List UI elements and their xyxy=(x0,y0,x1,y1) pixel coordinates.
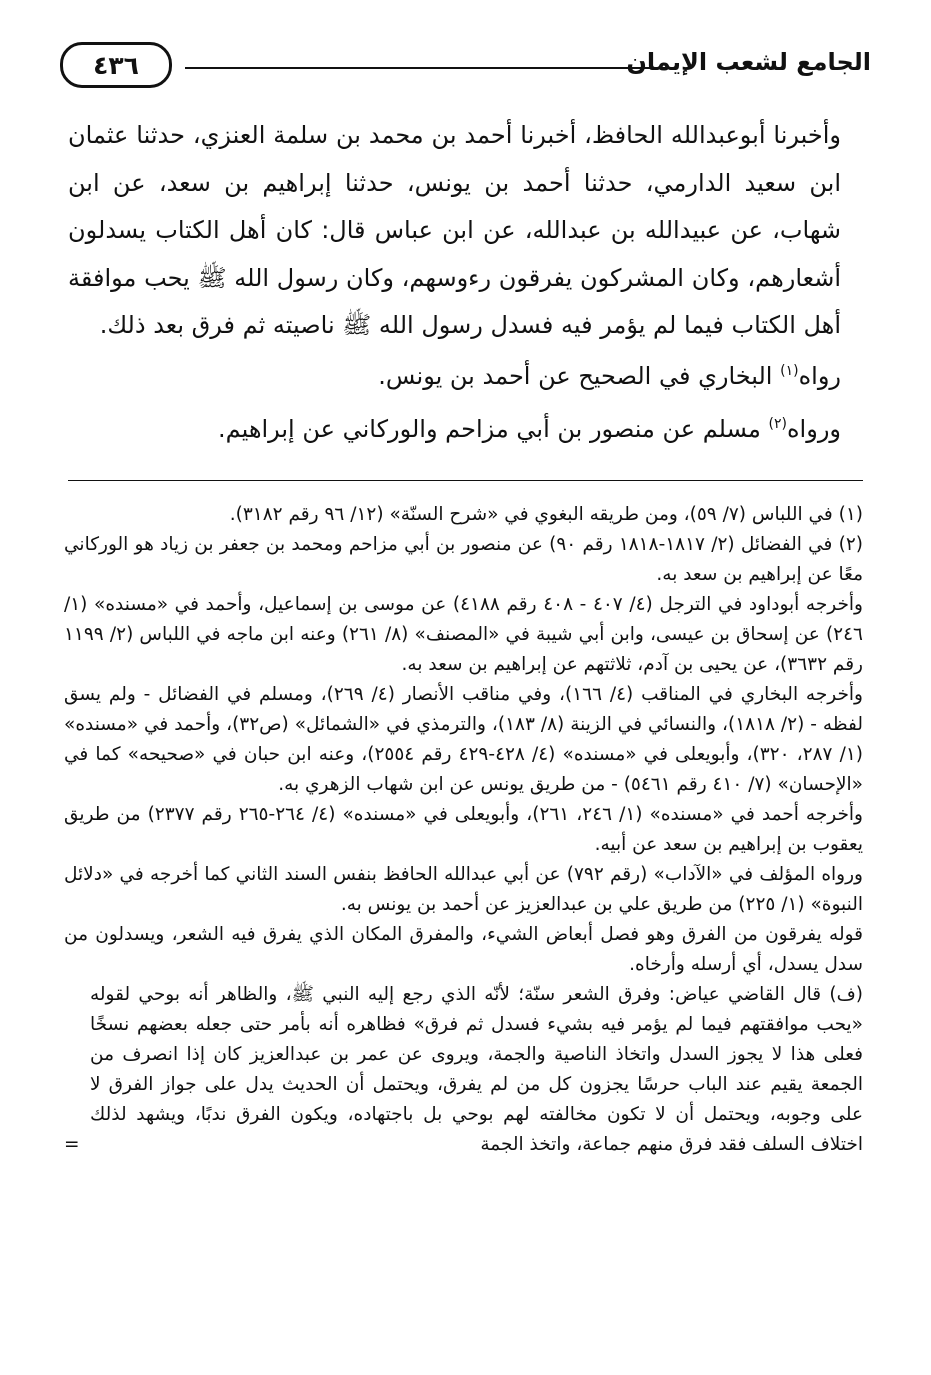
footnotes xyxy=(64,500,863,1160)
rowayah-prefix: ورواه xyxy=(786,415,841,443)
footnote-ref-2: (٢) xyxy=(768,416,787,432)
page-header xyxy=(60,42,871,100)
hadith-paragraph: وأخبرنا أبوعبدالله الحافظ، أخبرنا أحمد بن محمد بن سلمة العنزي، حدثنا عثمان ابن سعيد الدارمي، حدثنا أحمد بن يونس، حدثنا إبراهيم بن سعد، عن ابن شهاب، عن عبيدالله بن عبدالله، عن ابن عباس قال: كان أهل الكتاب يسدلون أشعارهم، وكان المشركون يفرقون رءوسهم، وكان رسول الله ﷺ يحب موافقة أهل الكتاب فيما لم يؤمر فيه فسدل رسول الله ﷺ ناصيته ثم فرق بعد ذلك. xyxy=(68,121,841,339)
footnote-abudawud: وأخرجه أبوداود في الترجل (٤/ ٤٠٧ - ٤٠٨ رقم ٤١٨٨) عن موسى بن إسماعيل، وأحمد في «مسنده» (١/ ٢٤٦) عن إسحاق بن عيسى، وابن أبي شيبة في «المصنف» (٨/ ٢٦١) وعنه ابن ماجه في اللباس (٢/ ١١٩٩ رقم ٣٦٣٢)، عن يحيى بن آدم، ثلاثتهم عن إبراهيم بن سعد به. xyxy=(64,594,863,675)
footnote-separator xyxy=(68,480,863,481)
rowayah-muslim xyxy=(68,406,841,454)
footnote-1: (١) في اللباس (٧/ ٥٩)، ومن طريقه البغوي في «شرح السنّة» (١٢/ ٩٦ رقم ٣١٨٢). xyxy=(229,504,863,525)
continuation-mark: = xyxy=(64,1134,80,1155)
rowayah-bukhari xyxy=(68,353,841,401)
rowayah-prefix: رواه xyxy=(798,361,841,390)
footnote-2: (٢) في الفضائل (٢/ ١٨١٧-١٨١٨ رقم ٩٠) عن منصور بن أبي مزاحم ومحمد بن جعفر بن زياد هو الوركاني معًا عن إبراهيم بن سعد به. xyxy=(64,534,863,585)
footnote-author: ورواه المؤلف في «الآداب» (رقم ٧٩٢) عن أبي عبدالله الحافظ بنفس السند الثاني كما أخرجه في «دلائل النبوة» (١/ ٢٢٥) من طريق علي بن عبدالعزيز عن أحمد بن يونس به. xyxy=(64,864,863,915)
footnote-ref-1: (١) xyxy=(780,362,799,379)
rowayah-text: البخاري في الصحيح عن أحمد بن يونس. xyxy=(378,361,781,390)
footnote-ahmad: وأخرجه أحمد في «مسنده» (١/ ٢٤٦، ٢٦١)، وأبويعلى في «مسنده» (٤/ ٢٦٤-٢٦٥ رقم ٢٣٧٧) من طريق يعقوب بن إبراهيم بن سعد عن أبيه. xyxy=(64,804,863,855)
footnote-qadi-iyad: (ف) قال القاضي عياض: وفرق الشعر سنّة؛ لأنّه الذي رجع إليه النبي ﷺ، والظاهر أنه بوحي لقوله «يحب موافقتهم فيما لم يؤمر فيه بشيء فسدل ثم فرق» فظاهره أنه بأمر حتى جعله بعضهم نسخًا فعلى هذا لا يجوز السدل واتخاذ الناصية والجمة، ويروى عن عمر بن عبدالعزيز كان إذا انصرف من الجمعة يقيم عند الباب حرسًا يجزون كل من لم يفرق، ويحتمل أن الحديث يدل على جواز الفرق لا على وجوبه، ويحتمل أن لا تكون مخالفته لهم بوحي بل باجتهاده، ويكون الفرق ندبًا، ويشهد لذلك اختلاف السلف فقد فرق منهم جماعة، واتخذ الجمة xyxy=(90,984,863,1155)
running-title: الجامع لشعب الإيمان xyxy=(626,48,871,76)
footnote-bukhari: وأخرجه البخاري في المناقب (٤/ ١٦٦)، وفي مناقب الأنصار (٤/ ٢٦٩)، ومسلم في الفضائل - ولم يسق لفظه - (٢/ ١٨١٨)، والنسائي في الزينة (٨/ ١٨٣)، والترمذي في «الشمائل» (ص٣٢)، وأحمد في «مسنده» (١/ ٢٨٧، ٣٢٠)، وأبويعلى في «مسنده» (٤/ ٤٢٨-٤٢٩ رقم ٢٥٥٤)، وعنه ابن حبان في «صحيحه» كما في «الإحسان» (٧/ ٤١٠ رقم ٥٤٦١) - من طريق يونس عن ابن شهاب الزهري به. xyxy=(64,684,864,795)
footnote-vocab: قوله يفرقون من الفرق وهو فصل أبعاض الشيء، والمفرق المكان الذي يفرق فيه الشعر، ويسدلون من سدل يسدل، أي أرسله وأرخاه. xyxy=(64,924,863,975)
rowayah-text: مسلم عن منصور بن أبي مزاحم والوركاني عن إبراهيم. xyxy=(217,415,769,443)
page-number: ٤٣٦ xyxy=(60,42,172,88)
header-rule xyxy=(185,67,666,69)
main-text xyxy=(68,112,841,454)
